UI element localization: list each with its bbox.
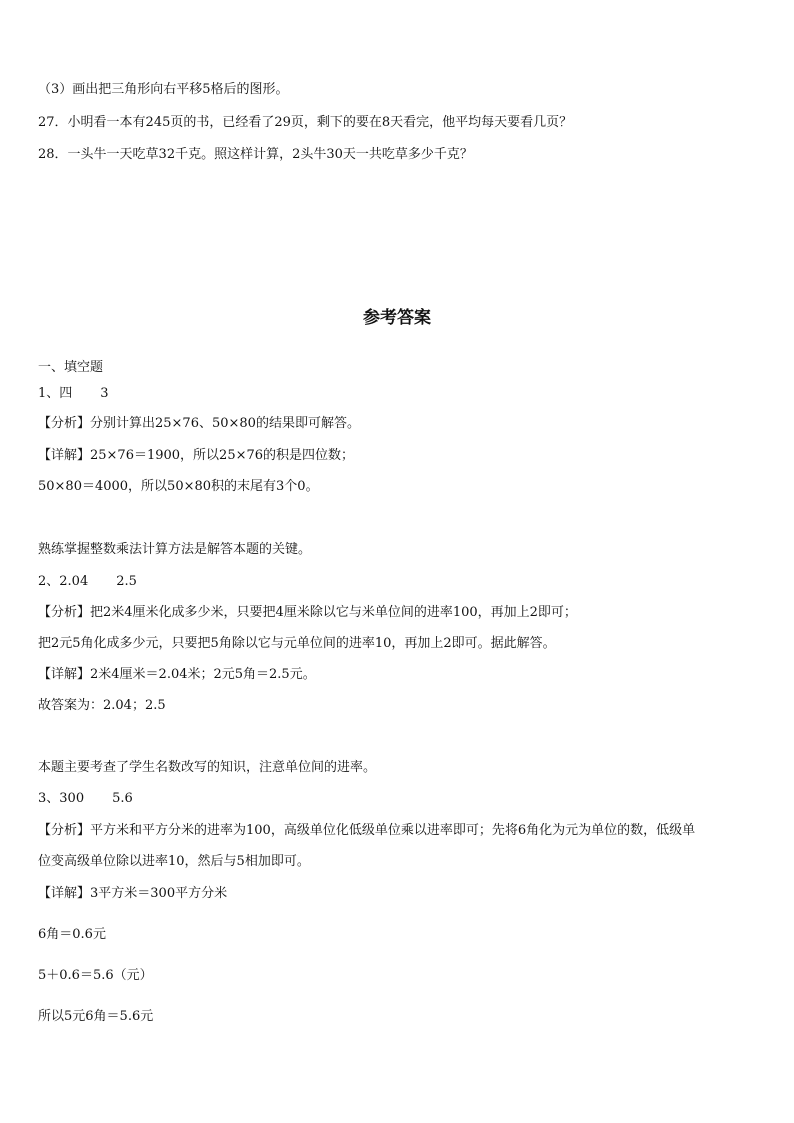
detail-text: 【详解】3平方米＝300平方分米 (38, 886, 228, 901)
question-part-3: （3）画出把三角形向右平移5格后的图形。 (38, 82, 289, 97)
answer-value: 四 (59, 386, 73, 401)
analysis-text: 位变高级单位除以进率10，然后与5相加即可。 (38, 854, 310, 869)
summary-text: 本题主要考查了学生名数改写的知识，注意单位间的进率。 (38, 760, 377, 775)
answer-conclusion: 故答案为：2.04；2.5 (38, 698, 166, 713)
answer-value: 300 (59, 791, 85, 806)
detail-text: 6角＝0.6元 (38, 927, 106, 942)
answer-number: 2、 (38, 574, 60, 589)
analysis-text: 把2元5角化成多少元，只要把5角除以它与元单位间的进率10，再加上2即可。据此解答。 (38, 636, 556, 651)
answer-line-1 (38, 386, 109, 402)
analysis-text: 【分析】分别计算出25×76、50×80的结果即可解答。 (38, 416, 360, 431)
answer-value: 2.04 (59, 574, 89, 589)
answer-value: 3 (100, 386, 109, 401)
analysis-text: 【分析】把2米4厘米化成多少米，只要把4厘米除以它与米单位间的进率100，再加上2即可； (38, 605, 577, 620)
detail-text: 【详解】2米4厘米＝2.04米；2元5角＝2.5元。 (38, 667, 316, 682)
section-title: 一、填空题 (38, 360, 104, 375)
detail-text: 5＋0.6＝5.6（元） (38, 968, 153, 983)
question-27: 27．小明看一本有245页的书，已经看了29页，剩下的要在8天看完，他平均每天要看几页？ (38, 115, 573, 130)
answers-title: 参考答案 (363, 308, 431, 328)
summary-text: 熟练掌握整数乘法计算方法是解答本题的关键。 (38, 542, 312, 557)
answer-line-2 (38, 574, 137, 590)
detail-text: 【详解】25×76＝1900，所以25×76的积是四位数； (38, 448, 355, 463)
answer-value: 2.5 (116, 574, 137, 589)
answer-number: 3、 (38, 791, 60, 806)
answer-line-3 (38, 791, 133, 807)
detail-text: 50×80＝4000，所以50×80积的末尾有3个0。 (38, 479, 319, 494)
question-28: 28．一头牛一天吃草32千克。照这样计算，2头牛30天一共吃草多少千克？ (38, 147, 473, 162)
answer-value: 5.6 (112, 791, 133, 806)
answer-number: 1、 (38, 386, 60, 401)
detail-text: 所以5元6角＝5.6元 (38, 1009, 154, 1024)
analysis-text: 【分析】平方米和平方分米的进率为100，高级单位化低级单位乘以进率即可；先将6角化为元为单位的数，低级单 (38, 823, 696, 838)
